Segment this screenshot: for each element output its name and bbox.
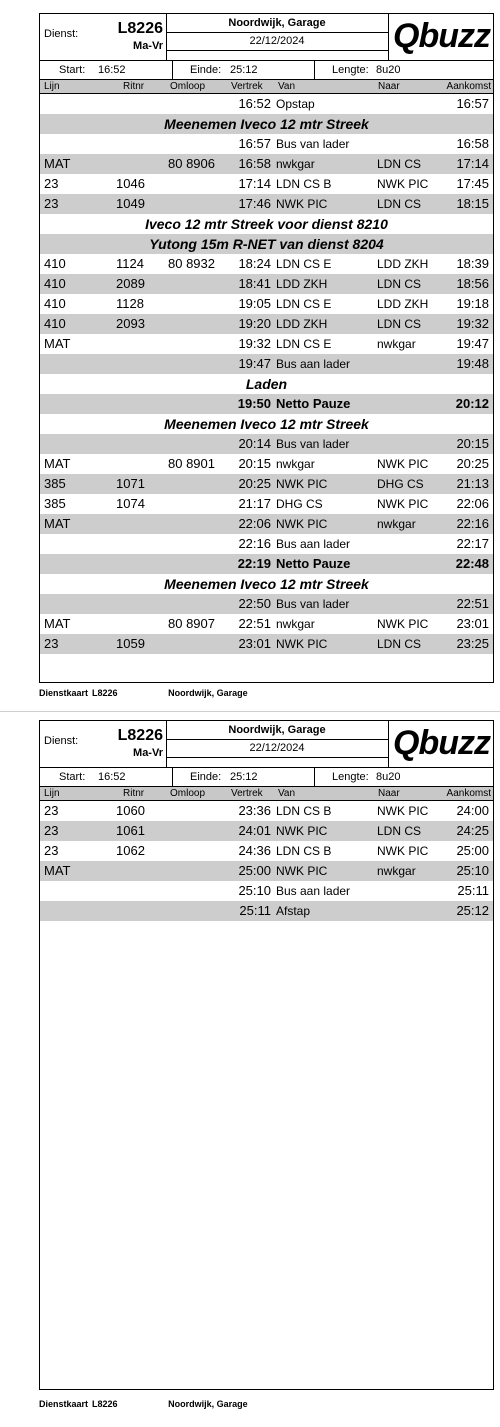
cell-van: NWK PIC (276, 864, 328, 878)
cell-van: NWK PIC (276, 824, 328, 838)
table-row (40, 354, 493, 374)
cell-lijn: 23 (44, 803, 59, 818)
table-row (40, 274, 493, 294)
table-row (40, 314, 493, 334)
footer-dienst: L8226 (92, 688, 118, 698)
table-row (40, 841, 493, 861)
table-row (40, 594, 493, 614)
cell-naar: nwkgar (377, 337, 416, 351)
section-title: Iveco 12 mtr Streek voor dienst 8210 (145, 216, 388, 232)
table-row (40, 134, 493, 154)
cell-naar: nwkgar (377, 517, 416, 531)
cell-aankomst: 25:00 (456, 843, 489, 858)
cell-van: Bus aan lader (276, 537, 351, 551)
col-aankomst: Aankomst (446, 81, 491, 92)
table-body (40, 801, 493, 921)
lengte-value: 8u20 (376, 64, 401, 76)
col-van: Van (278, 788, 296, 799)
col-vertrek: Vertrek (231, 788, 263, 799)
dienst-label: Dienst: (44, 28, 79, 40)
cell-vertrek: 16:52 (238, 96, 271, 111)
cell-lijn: 410 (44, 296, 66, 311)
cell-van: Bus van lader (276, 137, 350, 151)
col-ritnr: Ritnr (123, 81, 145, 92)
cell-van: Bus aan lader (276, 884, 351, 898)
table-row (40, 194, 493, 214)
cell-van: LDN CS E (276, 257, 332, 271)
dienst-label: Dienst: (44, 735, 79, 747)
cell-aankomst: 17:14 (456, 156, 489, 171)
cell-vertrek: 22:51 (238, 616, 271, 631)
section-title: Meenemen Iveco 12 mtr Streek (164, 116, 369, 132)
section-heading (40, 414, 493, 434)
cell-omloop: 80 8932 (168, 256, 215, 271)
cell-naar: LDN CS (377, 277, 422, 291)
cell-vertrek: 20:14 (238, 436, 271, 451)
table-row (40, 614, 493, 634)
col-ritnr: Ritnr (123, 788, 145, 799)
footer-location: Noordwijk, Garage (168, 688, 248, 698)
cell-lijn: 23 (44, 843, 59, 858)
section-title: Meenemen Iveco 12 mtr Streek (164, 416, 369, 432)
cell-aankomst: 25:11 (457, 883, 489, 898)
cell-aankomst: 23:25 (456, 636, 489, 651)
cell-vertrek: 22:06 (238, 516, 271, 531)
table-row (40, 174, 493, 194)
col-lijn: Lijn (44, 81, 60, 92)
einde-label: Einde: (190, 771, 222, 783)
location-box (166, 721, 389, 767)
cell-van: nwkgar (276, 157, 315, 171)
footer-dienst: L8226 (92, 1399, 118, 1409)
cell-naar: LDN CS (377, 157, 422, 171)
start-cell (40, 61, 173, 79)
cell-aankomst: 19:32 (456, 316, 489, 331)
table-header (40, 80, 493, 94)
cell-van: NWK PIC (276, 517, 328, 531)
footer-location: Noordwijk, Garage (168, 1399, 248, 1409)
cell-aankomst: 24:00 (456, 803, 489, 818)
section-title: Yutong 15m R-NET van dienst 8204 (149, 236, 384, 252)
time-bar (40, 61, 493, 80)
cell-vertrek: 22:19 (237, 556, 271, 571)
cell-van: NWK PIC (276, 637, 328, 651)
location: Noordwijk, Garage (166, 14, 388, 33)
einde-value: 25:12 (230, 64, 258, 76)
cell-ritnr: 1124 (116, 256, 144, 271)
lengte-label: Lengte: (332, 64, 369, 76)
table-row (40, 861, 493, 881)
cell-vertrek: 18:24 (238, 256, 271, 271)
table-row (40, 474, 493, 494)
location-box (166, 14, 389, 60)
cell-aankomst: 23:01 (456, 616, 489, 631)
table-row (40, 514, 493, 534)
cell-naar: NWK PIC (377, 844, 429, 858)
cell-van: Bus van lader (276, 597, 350, 611)
col-aankomst: Aankomst (446, 788, 491, 799)
cell-vertrek: 24:36 (238, 843, 271, 858)
cell-van: DHG CS (276, 497, 323, 511)
cell-van: NWK PIC (276, 477, 328, 491)
table-body (40, 94, 493, 654)
cell-vertrek: 18:41 (238, 276, 271, 291)
col-omloop: Omloop (170, 788, 206, 799)
dienstkaart-frame (39, 720, 494, 1390)
footer (39, 688, 272, 698)
cell-naar: LDD ZKH (377, 297, 429, 311)
cell-van: LDD ZKH (276, 277, 328, 291)
footer-label-text: Dienstkaart (39, 1399, 89, 1409)
cell-aankomst: 19:48 (456, 356, 489, 371)
qbuzz-logo: Qbuzz (393, 17, 490, 55)
cell-vertrek: 23:01 (238, 636, 271, 651)
cell-aankomst: 25:10 (456, 863, 489, 878)
page-1 (0, 0, 500, 706)
cell-naar: NWK PIC (377, 457, 429, 471)
dienst-box (40, 14, 167, 60)
table-row (40, 534, 493, 554)
cell-ritnr: 2089 (116, 276, 145, 291)
cell-vertrek: 17:46 (238, 196, 271, 211)
cell-vertrek: 22:50 (238, 596, 271, 611)
cell-naar: LDN CS (377, 317, 422, 331)
start-label: Start: (59, 771, 86, 783)
cell-naar: nwkgar (377, 864, 416, 878)
cell-vertrek: 19:32 (238, 336, 271, 351)
footer-label (39, 688, 142, 698)
cell-lijn: MAT (44, 863, 71, 878)
table-row (40, 254, 493, 274)
cell-aankomst: 16:57 (456, 96, 489, 111)
cell-lijn: 23 (44, 176, 59, 191)
cell-van: Netto Pauze (276, 396, 351, 411)
cell-vertrek: 25:10 (238, 883, 271, 898)
cell-van: Bus van lader (276, 437, 350, 451)
cell-naar: LDD ZKH (377, 257, 429, 271)
cell-aankomst: 20:25 (456, 456, 489, 471)
einde-cell (172, 768, 315, 786)
start-label: Start: (59, 64, 86, 76)
cell-naar: LDN CS (377, 824, 422, 838)
dienst-days: Ma-Vr (133, 747, 163, 759)
section-heading (40, 214, 493, 234)
cell-vertrek: 17:14 (238, 176, 271, 191)
cell-vertrek: 20:25 (238, 476, 271, 491)
cell-vertrek: 25:11 (239, 903, 271, 918)
cell-van: Bus aan lader (276, 357, 351, 371)
cell-aankomst: 22:06 (456, 496, 489, 511)
table-row (40, 634, 493, 654)
table-row (40, 821, 493, 841)
cell-vertrek: 21:17 (238, 496, 271, 511)
cell-naar: LDN CS (377, 197, 422, 211)
cell-vertrek: 19:05 (238, 296, 271, 311)
cell-aankomst: 16:58 (456, 136, 489, 151)
cell-vertrek: 19:47 (238, 356, 271, 371)
cell-lijn: 23 (44, 196, 59, 211)
col-naar: Naar (378, 788, 400, 799)
date: 22/12/2024 (166, 740, 388, 758)
table-row (40, 94, 493, 114)
cell-ritnr: 1046 (116, 176, 145, 191)
dienst-number: L8226 (117, 727, 163, 744)
cell-ritnr: 1061 (116, 823, 145, 838)
location: Noordwijk, Garage (166, 721, 388, 740)
cell-aankomst: 21:13 (456, 476, 489, 491)
section-heading (40, 374, 493, 394)
cell-naar: NWK PIC (377, 177, 429, 191)
dienst-number: L8226 (117, 20, 163, 37)
cell-aankomst: 18:39 (456, 256, 489, 271)
table-row (40, 334, 493, 354)
cell-ritnr: 1128 (116, 296, 144, 311)
footer (39, 1399, 272, 1409)
cell-omloop: 80 8901 (168, 456, 215, 471)
col-naar: Naar (378, 81, 400, 92)
cell-aankomst: 22:48 (455, 556, 489, 571)
cell-vertrek: 19:50 (237, 396, 271, 411)
cell-vertrek: 16:58 (238, 156, 271, 171)
cell-aankomst: 18:15 (456, 196, 489, 211)
cell-aankomst: 19:18 (456, 296, 489, 311)
cell-aankomst: 20:12 (455, 396, 489, 411)
cell-lijn: 385 (44, 496, 66, 511)
cell-van: LDN CS E (276, 297, 332, 311)
col-omloop: Omloop (170, 81, 206, 92)
start-cell (40, 768, 173, 786)
start-value: 16:52 (98, 64, 126, 76)
cell-lijn: 385 (44, 476, 66, 491)
cell-aankomst: 20:15 (456, 436, 489, 451)
time-bar (40, 768, 493, 787)
cell-lijn: 23 (44, 823, 59, 838)
cell-vertrek: 24:01 (238, 823, 271, 838)
cell-ritnr: 1060 (116, 803, 145, 818)
page-2 (0, 711, 500, 1427)
table-row (40, 454, 493, 474)
cell-lijn: 410 (44, 316, 66, 331)
footer-label-text: Dienstkaart (39, 688, 89, 698)
section-heading (40, 574, 493, 594)
cell-vertrek: 19:20 (238, 316, 271, 331)
dienst-box (40, 721, 167, 767)
cell-van: NWK PIC (276, 197, 328, 211)
col-vertrek: Vertrek (231, 81, 263, 92)
cell-naar: DHG CS (377, 477, 424, 491)
table-row (40, 901, 493, 921)
cell-aankomst: 22:17 (456, 536, 489, 551)
cell-van: LDN CS B (276, 844, 332, 858)
table-row (40, 881, 493, 901)
start-value: 16:52 (98, 771, 126, 783)
cell-van: Opstap (276, 97, 315, 111)
cell-naar: LDN CS (377, 637, 422, 651)
qbuzz-logo: Qbuzz (393, 724, 490, 762)
cell-van: Afstap (276, 904, 311, 918)
col-lijn: Lijn (44, 788, 60, 799)
table-row (40, 434, 493, 454)
date: 22/12/2024 (166, 33, 388, 51)
table-row (40, 294, 493, 314)
cell-lijn: MAT (44, 336, 71, 351)
cell-ritnr: 1074 (116, 496, 145, 511)
cell-naar: NWK PIC (377, 617, 429, 631)
cell-lijn: 410 (44, 256, 66, 271)
cell-van: LDN CS E (276, 337, 332, 351)
cell-naar: NWK PIC (377, 497, 429, 511)
cell-ritnr: 1059 (116, 636, 145, 651)
cell-aankomst: 18:56 (456, 276, 489, 291)
cell-omloop: 80 8907 (168, 616, 215, 631)
einde-cell (172, 61, 315, 79)
pauze-row (40, 394, 493, 414)
cell-vertrek: 16:57 (238, 136, 271, 151)
cell-ritnr: 1071 (116, 476, 145, 491)
table-row (40, 494, 493, 514)
cell-lijn: MAT (44, 156, 71, 171)
cell-lijn: MAT (44, 456, 71, 471)
cell-van: LDN CS B (276, 804, 332, 818)
cell-ritnr: 1049 (116, 196, 145, 211)
cell-vertrek: 22:16 (238, 536, 271, 551)
cell-lijn: MAT (44, 516, 71, 531)
cell-aankomst: 19:47 (456, 336, 489, 351)
dienstkaart-frame (39, 13, 494, 683)
dienst-days: Ma-Vr (133, 40, 163, 52)
cell-omloop: 80 8906 (168, 156, 215, 171)
cell-vertrek: 23:36 (238, 803, 271, 818)
cell-vertrek: 25:00 (238, 863, 271, 878)
cell-lijn: 23 (44, 636, 59, 651)
cell-van: nwkgar (276, 457, 315, 471)
header (40, 721, 493, 768)
cell-ritnr: 2093 (116, 316, 145, 331)
table-header (40, 787, 493, 801)
cell-aankomst: 22:51 (456, 596, 489, 611)
cell-aankomst: 25:12 (456, 903, 489, 918)
cell-naar: NWK PIC (377, 804, 429, 818)
cell-van: nwkgar (276, 617, 315, 631)
cell-van: Netto Pauze (276, 556, 351, 571)
lengte-value: 8u20 (376, 771, 401, 783)
einde-label: Einde: (190, 64, 222, 76)
section-heading (40, 114, 493, 134)
cell-lijn: 410 (44, 276, 66, 291)
pauze-row (40, 554, 493, 574)
table-row (40, 154, 493, 174)
cell-aankomst: 22:16 (456, 516, 489, 531)
header (40, 14, 493, 61)
footer-label (39, 1399, 142, 1409)
cell-van: LDN CS B (276, 177, 332, 191)
einde-value: 25:12 (230, 771, 258, 783)
section-heading (40, 234, 493, 254)
section-title: Laden (245, 376, 288, 392)
cell-aankomst: 17:45 (456, 176, 489, 191)
section-title: Meenemen Iveco 12 mtr Streek (164, 576, 369, 592)
cell-van: LDD ZKH (276, 317, 328, 331)
cell-aankomst: 24:25 (456, 823, 489, 838)
table-row (40, 801, 493, 821)
col-van: Van (278, 81, 296, 92)
cell-ritnr: 1062 (116, 843, 145, 858)
lengte-label: Lengte: (332, 771, 369, 783)
cell-vertrek: 20:15 (238, 456, 271, 471)
cell-lijn: MAT (44, 616, 71, 631)
